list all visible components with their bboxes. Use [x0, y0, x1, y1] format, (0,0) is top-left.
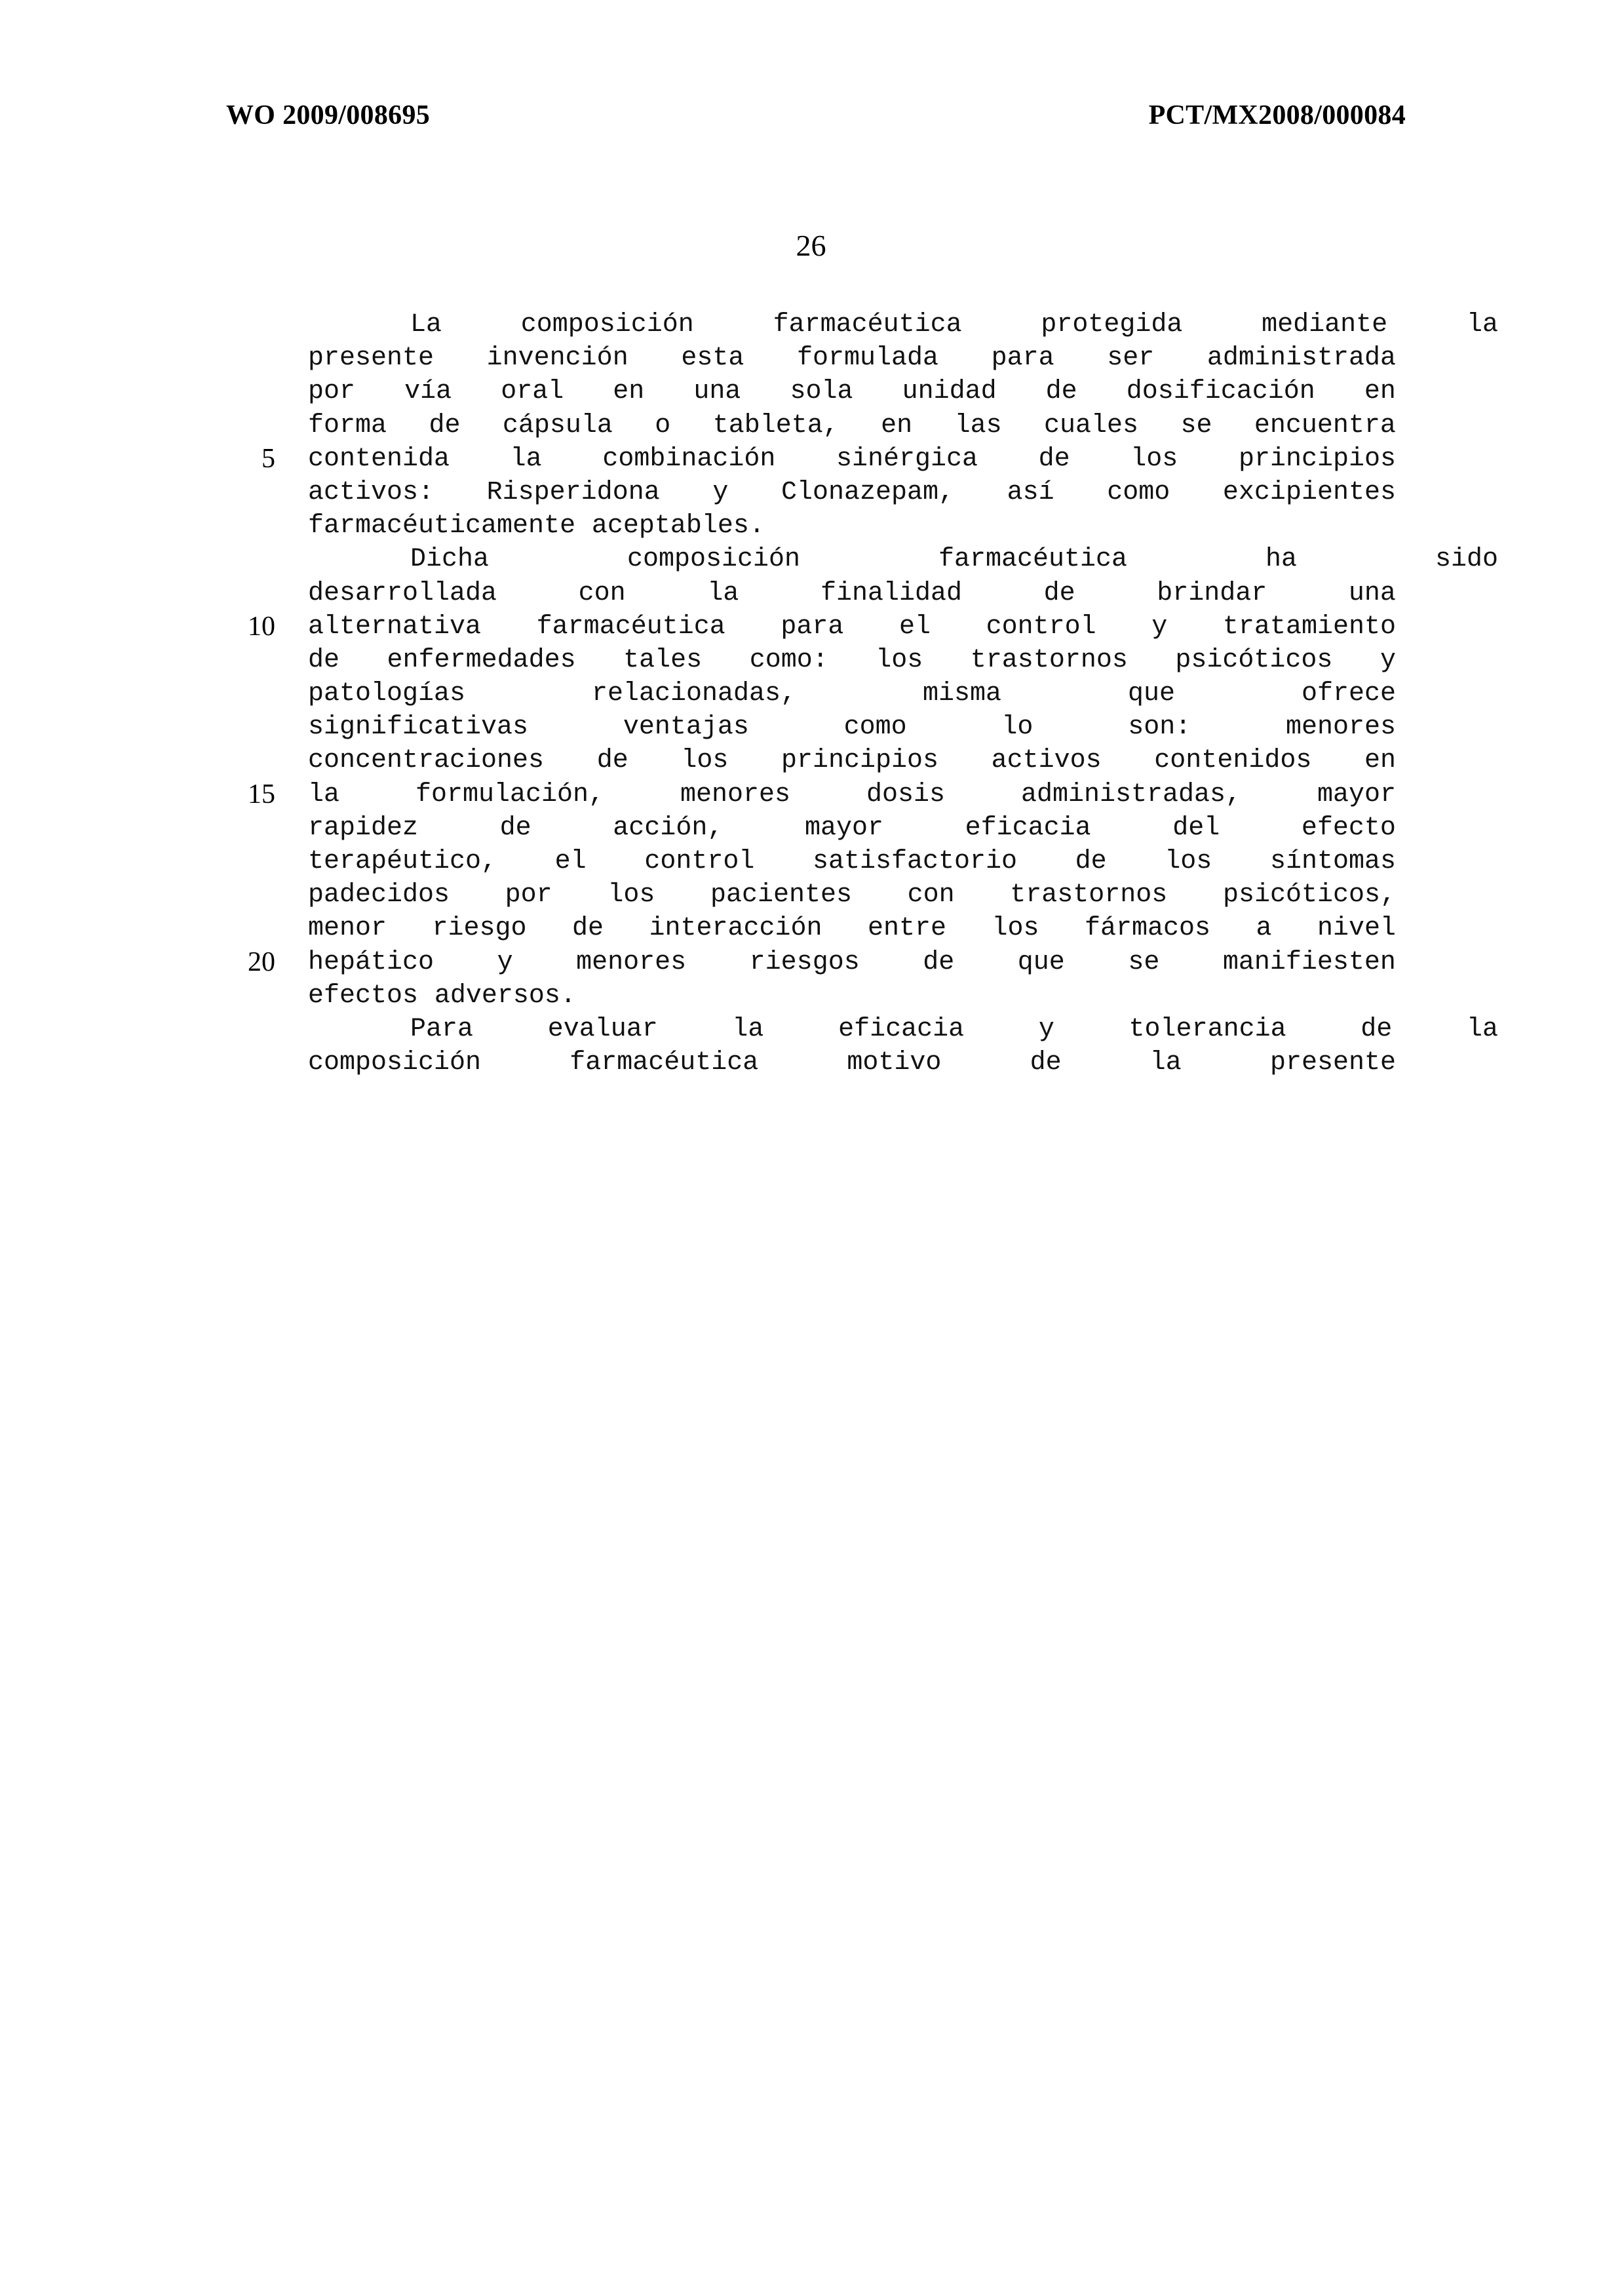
- word: a: [1256, 914, 1272, 944]
- word: manifiesten: [1222, 947, 1396, 977]
- line-number-blank: [197, 341, 275, 375]
- word: brindar: [1157, 578, 1267, 608]
- word: como: [843, 712, 907, 743]
- text-line: [308, 644, 1396, 677]
- word: trastornos: [1010, 880, 1168, 910]
- word: son:: [1128, 712, 1191, 743]
- line-number-blank: [197, 476, 275, 509]
- word: control: [986, 612, 1096, 642]
- word: contenidos: [1154, 746, 1312, 776]
- word: como:: [749, 645, 828, 675]
- line-number-blank: [197, 1046, 275, 1080]
- text-line-content: [308, 979, 1396, 1013]
- text-line-content: [308, 744, 1396, 777]
- word: por: [308, 377, 356, 407]
- word: protegida: [1041, 310, 1183, 340]
- word: como: [1107, 477, 1170, 507]
- word: cápsula: [502, 410, 613, 440]
- word: menores: [1285, 712, 1396, 743]
- word: composición: [308, 1048, 482, 1078]
- word: menor: [308, 914, 387, 944]
- text-line-content: [308, 778, 1396, 811]
- text-line: [308, 308, 1498, 341]
- text-line-content: [308, 375, 1396, 408]
- word: administrada: [1207, 343, 1396, 374]
- word: con: [578, 578, 626, 608]
- line-number-blank: [197, 1013, 275, 1046]
- word: en: [1364, 746, 1396, 776]
- word: de: [308, 645, 340, 675]
- word: Para: [410, 1014, 474, 1044]
- text-line-content: [308, 476, 1396, 509]
- word: unidad: [902, 377, 997, 407]
- line-number-blank: [197, 509, 275, 543]
- word: que: [1017, 947, 1065, 977]
- word: y: [1151, 612, 1168, 642]
- word: presente: [308, 343, 434, 374]
- word: la: [510, 444, 542, 474]
- word: y: [712, 477, 729, 507]
- word: dosificación: [1126, 377, 1315, 407]
- word: con: [907, 880, 955, 910]
- application-number: PCT/MX2008/000084: [1148, 100, 1406, 130]
- text-line-content: [308, 845, 1396, 878]
- word: las: [954, 410, 1002, 440]
- word: psicóticos,: [1222, 880, 1396, 910]
- word: trastornos: [970, 645, 1128, 675]
- word: farmacéutica: [938, 545, 1128, 575]
- word: formulación,: [415, 779, 605, 809]
- word: eficacia: [965, 813, 1091, 843]
- word: sola: [790, 377, 853, 407]
- text-line-content: [308, 946, 1396, 979]
- word: significativas: [308, 712, 529, 743]
- word: de: [596, 746, 628, 776]
- line-number-blank: [197, 543, 275, 576]
- word: interacción: [649, 914, 822, 944]
- word: tableta,: [712, 410, 839, 440]
- word: motivo: [847, 1048, 942, 1078]
- word: ser: [1107, 343, 1155, 374]
- running-header: [226, 100, 1406, 131]
- word: esta: [681, 343, 744, 374]
- line-number-blank: [197, 878, 275, 912]
- page-number: 26: [796, 229, 826, 262]
- word: farmacéutica: [773, 310, 962, 340]
- text-line: [308, 577, 1396, 610]
- text-line: [308, 442, 1396, 476]
- text-line: [308, 476, 1396, 509]
- word: mediante: [1262, 310, 1388, 340]
- word: o: [655, 410, 671, 440]
- word: de: [1030, 1048, 1062, 1078]
- word: riesgos: [749, 947, 860, 977]
- line-number-blank: [197, 677, 275, 710]
- publication-number: WO 2009/008695: [226, 100, 431, 130]
- word: evaluar: [547, 1014, 658, 1044]
- word: contenida: [308, 444, 450, 474]
- word: finalidad: [820, 578, 962, 608]
- word: principios: [1238, 444, 1396, 474]
- word: se: [1180, 410, 1212, 440]
- word: los: [1130, 444, 1178, 474]
- word: tales: [623, 645, 703, 675]
- word: así: [1007, 477, 1054, 507]
- word: en: [1364, 377, 1396, 407]
- text-line: [308, 1046, 1396, 1080]
- word: ha: [1265, 545, 1297, 575]
- word: Clonazepam,: [781, 477, 955, 507]
- word: efecto: [1301, 813, 1396, 843]
- word: y: [497, 947, 513, 977]
- text-line-content: [308, 442, 1396, 476]
- word: combinación: [602, 444, 776, 474]
- word: hepático: [308, 947, 434, 977]
- word: los: [876, 645, 923, 675]
- word: principios: [781, 746, 939, 776]
- line-number-blank: [197, 577, 275, 610]
- word: formulada: [796, 343, 939, 374]
- word: los: [681, 746, 729, 776]
- text-line-content: [308, 509, 1396, 543]
- text-line: [308, 543, 1498, 576]
- word: los: [992, 914, 1039, 944]
- text-line: [308, 878, 1396, 912]
- word: se: [1128, 947, 1160, 977]
- word: menores: [680, 779, 790, 809]
- word: menores: [576, 947, 687, 977]
- text-line-content: [308, 811, 1396, 845]
- word: de: [429, 410, 461, 440]
- line-number: 20: [248, 946, 275, 977]
- word: riesgo: [432, 914, 527, 944]
- text-line: [308, 677, 1396, 710]
- word: psicóticos: [1175, 645, 1333, 675]
- line-number-blank: [197, 308, 275, 341]
- word: una: [1348, 578, 1396, 608]
- word: el: [554, 847, 587, 876]
- word: que: [1128, 679, 1176, 709]
- word: presente: [1269, 1048, 1396, 1078]
- word: de: [499, 813, 531, 843]
- word: nivel: [1317, 914, 1396, 944]
- word: padecidos: [308, 880, 450, 910]
- line-number-blank: [197, 979, 275, 1013]
- word: vía: [404, 377, 452, 407]
- word: composición: [520, 310, 694, 340]
- line-number-blank: [197, 811, 275, 845]
- word: farmacéuticamente: [308, 511, 576, 541]
- word: rapidez: [308, 813, 419, 843]
- word: aceptables.: [591, 511, 765, 541]
- word: mayor: [1317, 779, 1396, 809]
- word: la: [308, 779, 340, 809]
- line-number-gutter: [197, 308, 275, 1080]
- text-line: [308, 979, 1396, 1013]
- word: sido: [1435, 545, 1498, 575]
- word: del: [1172, 813, 1220, 843]
- word: acción,: [613, 813, 724, 843]
- line-number: 15: [248, 779, 275, 809]
- word: de: [923, 947, 955, 977]
- word: la: [732, 1014, 764, 1044]
- text-line: [308, 409, 1396, 442]
- text-line: [308, 610, 1396, 644]
- word: mayor: [804, 813, 883, 843]
- word: ventajas: [623, 712, 749, 743]
- text-line: [308, 811, 1396, 845]
- word: encuentra: [1254, 410, 1396, 440]
- text-line-content: [308, 677, 1396, 710]
- word: invención: [486, 343, 628, 374]
- text-line-content: [308, 1013, 1498, 1046]
- word: ofrece: [1301, 679, 1396, 709]
- word: terapéutico,: [308, 847, 497, 876]
- text-line-content: [308, 577, 1396, 610]
- word: administradas,: [1020, 779, 1241, 809]
- word: control: [644, 847, 755, 876]
- word: una: [693, 377, 741, 407]
- text-line: [308, 845, 1396, 878]
- word: activos:: [308, 477, 434, 507]
- word: los: [1165, 847, 1212, 876]
- text-line: [308, 341, 1396, 375]
- line-number: 10: [248, 611, 275, 642]
- word: concentraciones: [308, 746, 545, 776]
- word: dosis: [866, 779, 945, 809]
- text-line-content: [308, 409, 1396, 442]
- word: cuales: [1044, 410, 1139, 440]
- word: La: [410, 310, 442, 340]
- word: eficacia: [838, 1014, 965, 1044]
- word: en: [881, 410, 913, 440]
- text-line-content: [308, 610, 1396, 644]
- line-number-blank: [197, 744, 275, 777]
- text-line: [308, 1013, 1498, 1046]
- word: de: [1038, 444, 1070, 474]
- word: Risperidona: [486, 477, 660, 507]
- word: tratamiento: [1222, 612, 1396, 642]
- word: de: [572, 914, 604, 944]
- line-number-blank: [197, 409, 275, 442]
- text-line: [308, 946, 1396, 979]
- word: sinérgica: [836, 444, 978, 474]
- text-line: [308, 744, 1396, 777]
- text-line-content: [308, 710, 1396, 744]
- line-number-blank: [197, 912, 275, 945]
- word: la: [707, 578, 739, 608]
- text-line-content: [308, 308, 1498, 341]
- word: síntomas: [1269, 847, 1396, 876]
- text-line-content: [308, 912, 1396, 945]
- word: fármacos: [1084, 914, 1211, 944]
- word: entre: [868, 914, 947, 944]
- word: tolerancia: [1129, 1014, 1286, 1044]
- word: satisfactorio: [812, 847, 1018, 876]
- text-line-content: [308, 878, 1396, 912]
- word: Dicha: [410, 545, 490, 575]
- text-line: [308, 778, 1396, 811]
- word: patologías: [308, 679, 466, 709]
- word: alternativa: [308, 612, 482, 642]
- word: pacientes: [710, 880, 852, 910]
- word: y: [1038, 1014, 1054, 1044]
- word: activos: [991, 746, 1102, 776]
- word: de: [1045, 377, 1077, 407]
- word: la: [1466, 1014, 1498, 1044]
- word: relacionadas,: [592, 679, 797, 709]
- word: para: [991, 343, 1054, 374]
- word: farmacéutica: [570, 1048, 759, 1078]
- word: enfermedades: [387, 645, 576, 675]
- word: para: [781, 612, 844, 642]
- word: misma: [923, 679, 1002, 709]
- line-number: 5: [261, 443, 275, 474]
- line-number-blank: [197, 375, 275, 408]
- word: composición: [627, 545, 801, 575]
- word: la: [1149, 1048, 1182, 1078]
- text-line: [308, 912, 1396, 945]
- body-text: [308, 308, 1498, 1080]
- text-line-content: [308, 543, 1498, 576]
- word: el: [898, 612, 931, 642]
- word: excipientes: [1222, 477, 1396, 507]
- word: oral: [501, 377, 564, 407]
- word: de: [1043, 578, 1075, 608]
- line-number-blank: [197, 644, 275, 677]
- word: lo: [1001, 712, 1033, 743]
- word: en: [613, 377, 645, 407]
- line-number-blank: [197, 845, 275, 878]
- word: por: [505, 880, 552, 910]
- word: forma: [308, 410, 387, 440]
- line-number-blank: [197, 710, 275, 744]
- text-line: [308, 710, 1396, 744]
- word: de: [1075, 847, 1107, 876]
- text-line-content: [308, 1046, 1396, 1080]
- text-line-content: [308, 341, 1396, 375]
- text-line: [308, 375, 1396, 408]
- word: de: [1361, 1014, 1393, 1044]
- text-line-content: [308, 644, 1396, 677]
- word: adversos.: [434, 981, 576, 1011]
- word: efectos: [308, 981, 419, 1011]
- word: los: [608, 880, 655, 910]
- word: la: [1466, 310, 1498, 340]
- word: farmacéutica: [536, 612, 725, 642]
- text-line: [308, 509, 1396, 543]
- word: desarrollada: [308, 578, 497, 608]
- word: y: [1380, 645, 1396, 675]
